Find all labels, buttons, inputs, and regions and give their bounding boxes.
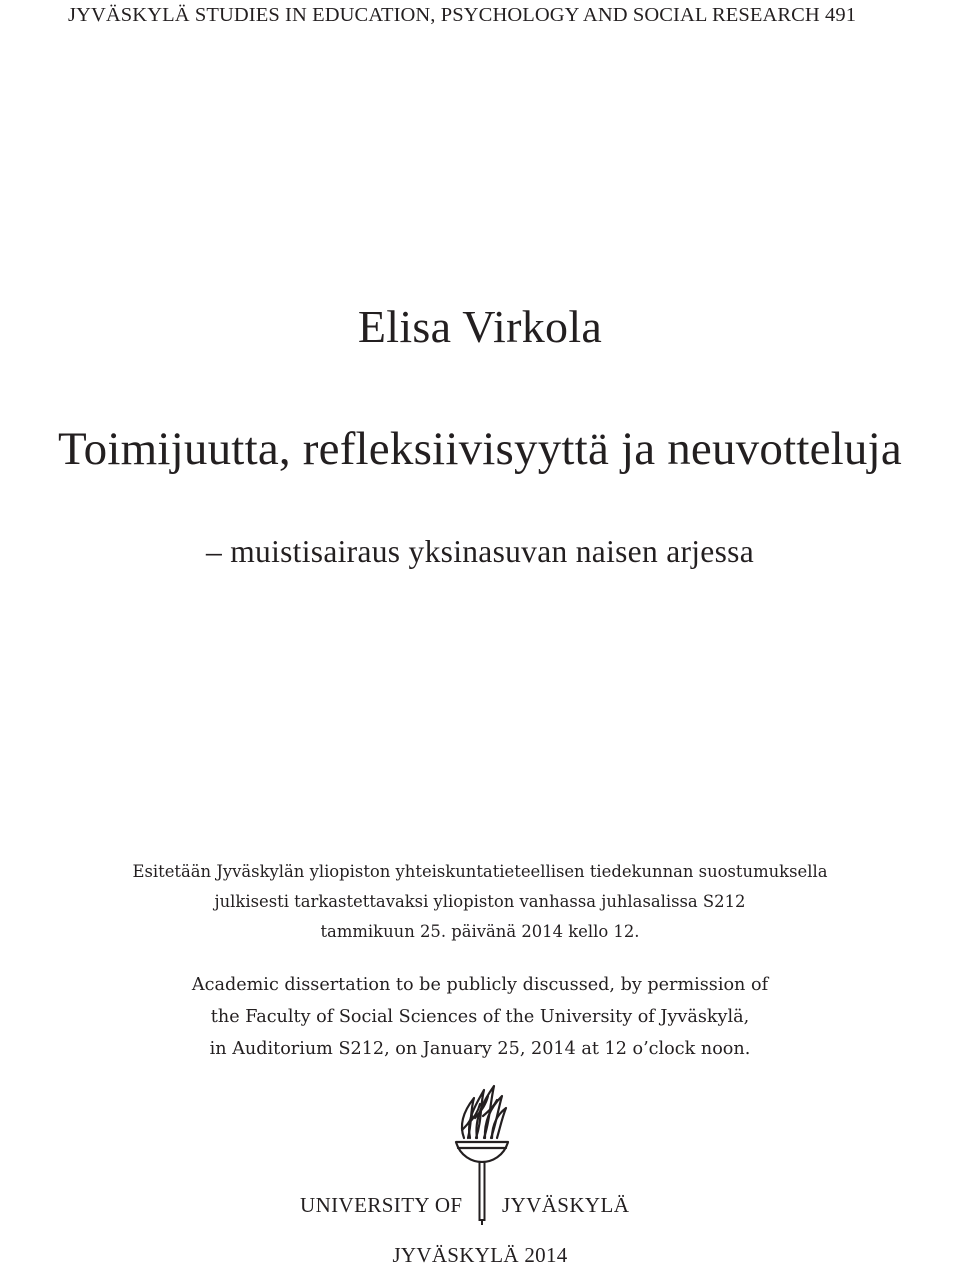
finnish-statement-line-3: tammikuun 25. päivänä 2014 kello 12.	[320, 922, 640, 941]
series-title: JYVÄSKYLÄ STUDIES IN EDUCATION, PSYCHOLOGY AND SOCIAL RESEARCH 491	[68, 4, 857, 26]
place-and-year: JYVÄSKYLÄ 2014	[392, 1243, 568, 1267]
english-statement-line-3: in Auditorium S212, on January 25, 2014 at 12 o’clock noon.	[209, 1039, 751, 1059]
finnish-statement	[0, 857, 960, 947]
author-name: Elisa Virkola	[357, 301, 603, 352]
english-statement	[0, 969, 960, 1065]
finnish-statement-line-2: julkisesti tarkastettavaksi yliopiston vanhassa juhlasalissa S212	[214, 892, 746, 911]
english-statement-line-2: the Faculty of Social Sciences of the University of Jyväskylä,	[210, 1007, 750, 1027]
dissertation-subtitle: – muistisairaus yksinasuvan naisen arjessa	[206, 534, 754, 569]
finnish-statement-line-1: Esitetään Jyväskylän yliopiston yhteiskuntatieteellisen tiedekunnan suostumuksella	[132, 862, 828, 881]
university-label-right: JYVÄSKYLÄ	[502, 1193, 630, 1217]
english-statement-line-1: Academic dissertation to be publicly discussed, by permission of	[191, 975, 769, 995]
dissertation-title: Toimijuutta, refleksiivisyyttä ja neuvotteluja	[58, 423, 902, 475]
university-label-left: UNIVERSITY OF	[300, 1193, 463, 1217]
